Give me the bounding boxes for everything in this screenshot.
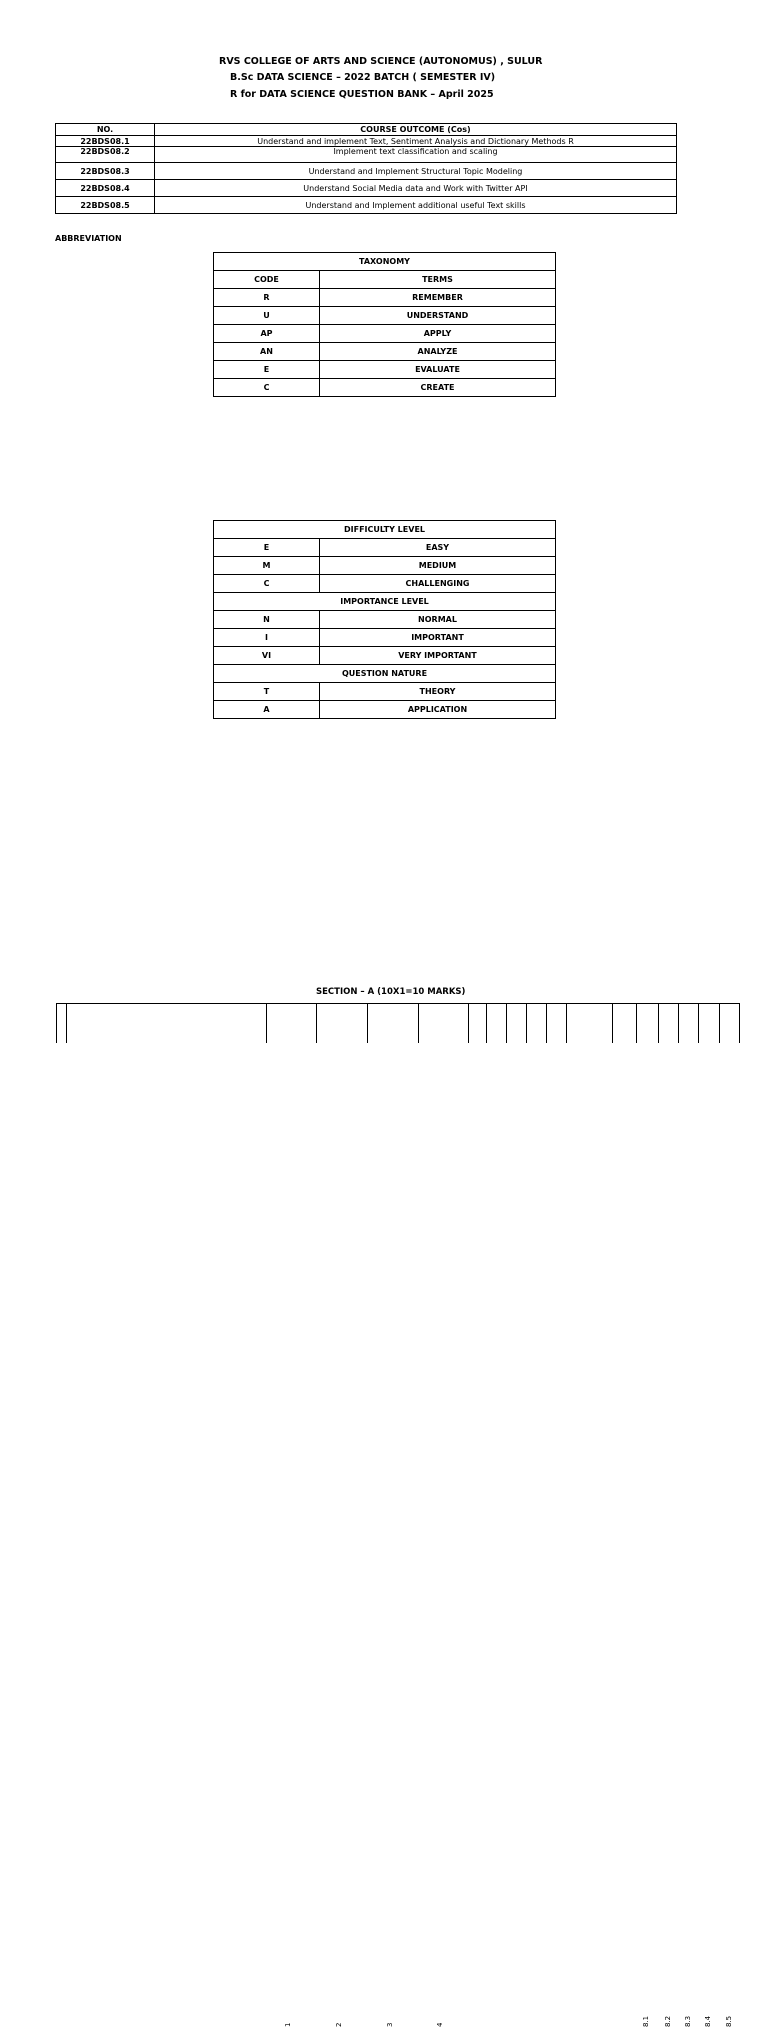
co-8-2-header: 8.2 [664, 2015, 672, 2027]
table-row [214, 379, 556, 397]
table-row [56, 136, 677, 147]
co-number: 22BDS08.5 [56, 197, 155, 214]
table-row [56, 147, 677, 163]
nature-code: T [214, 683, 320, 701]
option-2-header: 2 [335, 2022, 343, 2027]
table-row [214, 611, 556, 629]
taxonomy-term: EVALUATE [320, 361, 556, 379]
co-8-4-header: 8.4 [704, 2015, 712, 2027]
difficulty-term: MEDIUM [320, 557, 556, 575]
table-row [214, 557, 556, 575]
table-column-border [486, 1003, 487, 1043]
taxonomy-table [213, 252, 556, 397]
table-row [214, 325, 556, 343]
taxonomy-term: APPLY [320, 325, 556, 343]
table-column-border [658, 1003, 659, 1043]
table-column-border [678, 1003, 679, 1043]
importance-code: VI [214, 647, 320, 665]
difficulty-term: EASY [320, 539, 556, 557]
taxonomy-code: U [214, 307, 320, 325]
co-number: 22BDS08.1 [56, 136, 155, 147]
section-a-title: SECTION – A (10X1=10 MARKS) [316, 987, 466, 997]
co-8-3-header: 8.3 [684, 2015, 692, 2027]
table-column-border [56, 1003, 57, 1043]
importance-title: IMPORTANCE LEVEL [214, 593, 556, 611]
table-column-border [566, 1003, 567, 1043]
table-column-border [266, 1003, 267, 1043]
taxonomy-code: AN [214, 343, 320, 361]
co-number: 22BDS08.3 [56, 163, 155, 180]
table-column-border [66, 1003, 67, 1043]
importance-term: NORMAL [320, 611, 556, 629]
header-terms: TERMS [320, 271, 556, 289]
table-column-border [612, 1003, 613, 1043]
co-description: Understand and Implement Structural Topic Modeling [155, 163, 677, 180]
table-row [214, 289, 556, 307]
table-row [214, 647, 556, 665]
table-column-border [698, 1003, 699, 1043]
option-3-header: 3 [386, 2022, 394, 2027]
program-title: B.Sc DATA SCIENCE – 2022 BATCH ( SEMESTER IV) [230, 72, 496, 83]
table-row [214, 575, 556, 593]
course-outcome-table [55, 123, 677, 214]
difficulty-code: E [214, 539, 320, 557]
option-1-header: 1 [284, 2022, 292, 2027]
table-row [214, 539, 556, 557]
co-8-1-header: 8.1 [642, 2015, 650, 2027]
taxonomy-term: REMEMBER [320, 289, 556, 307]
abbreviation-label: ABBREVIATION [55, 234, 122, 243]
levels-table [213, 520, 556, 719]
table-top-border [56, 1003, 740, 1004]
header-code: CODE [214, 271, 320, 289]
table-row [214, 629, 556, 647]
nature-code: A [214, 701, 320, 719]
table-row [214, 361, 556, 379]
taxonomy-code: AP [214, 325, 320, 343]
table-column-border [367, 1003, 368, 1043]
college-title: RVS COLLEGE OF ARTS AND SCIENCE (AUTONOMUS) , SULUR [219, 56, 543, 67]
header-course-outcome: COURSE OUTCOME (Cos) [155, 124, 677, 136]
difficulty-code: C [214, 575, 320, 593]
taxonomy-code: E [214, 361, 320, 379]
difficulty-code: M [214, 557, 320, 575]
table-row [214, 683, 556, 701]
taxonomy-code: R [214, 289, 320, 307]
nature-title: QUESTION NATURE [214, 665, 556, 683]
co-description: Understand and implement Text, Sentiment Analysis and Dictionary Methods R [155, 136, 677, 147]
table-row [56, 163, 677, 180]
co-number: 22BDS08.4 [56, 180, 155, 197]
table-column-border [526, 1003, 527, 1043]
table-column-border [468, 1003, 469, 1043]
co-description: Implement text classification and scaling [155, 147, 677, 163]
importance-code: N [214, 611, 320, 629]
header-no: NO. [56, 124, 155, 136]
option-4-header: 4 [436, 2022, 444, 2027]
importance-term: VERY IMPORTANT [320, 647, 556, 665]
section-a-table [0, 1003, 740, 2027]
table-row [56, 180, 677, 197]
table-column-border [316, 1003, 317, 1043]
table-column-border [506, 1003, 507, 1043]
taxonomy-term: ANALYZE [320, 343, 556, 361]
taxonomy-term: CREATE [320, 379, 556, 397]
taxonomy-term: UNDERSTAND [320, 307, 556, 325]
difficulty-term: CHALLENGING [320, 575, 556, 593]
table-column-border [739, 1003, 740, 1043]
question-bank-title: R for DATA SCIENCE QUESTION BANK – April 2025 [230, 89, 494, 100]
importance-term: IMPORTANT [320, 629, 556, 647]
table-column-border [418, 1003, 419, 1043]
taxonomy-code: C [214, 379, 320, 397]
difficulty-title: DIFFICULTY LEVEL [214, 521, 556, 539]
table-header-row [56, 124, 677, 136]
co-8-5-header: 8.5 [725, 2015, 733, 2027]
co-description: Understand Social Media data and Work with Twitter API [155, 180, 677, 197]
table-column-border [719, 1003, 720, 1043]
table-row [56, 197, 677, 214]
table-row [214, 307, 556, 325]
importance-code: I [214, 629, 320, 647]
nature-term: APPLICATION [320, 701, 556, 719]
co-description: Understand and Implement additional useful Text skills [155, 197, 677, 214]
nature-term: THEORY [320, 683, 556, 701]
co-number: 22BDS08.2 [56, 147, 155, 163]
table-row [214, 701, 556, 719]
taxonomy-title: TAXONOMY [214, 253, 556, 271]
table-column-border [546, 1003, 547, 1043]
table-column-border [636, 1003, 637, 1043]
table-row [214, 343, 556, 361]
